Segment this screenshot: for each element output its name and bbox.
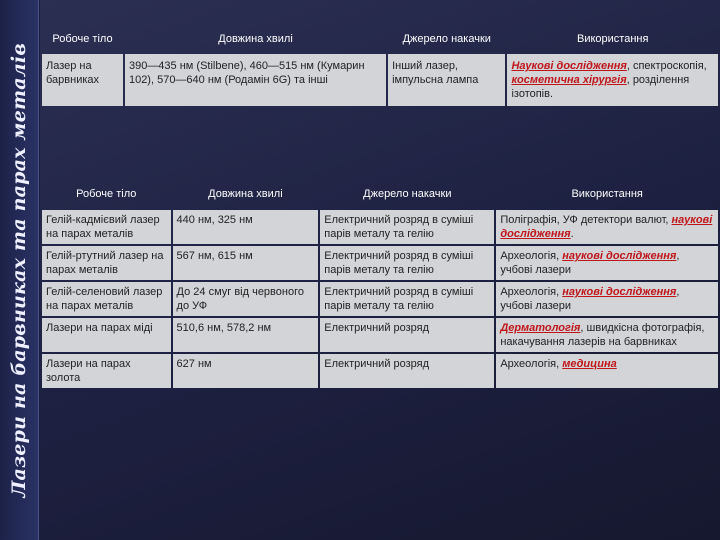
slide-title: Лазери на барвниках та парах металів (8, 42, 30, 498)
table-row (42, 54, 718, 106)
use-text-segment: , швидкісна фотографія, накачування лазерів на барвниках (500, 322, 705, 348)
cell-pump: Електричний розряд в суміші парів металу та гелію (320, 246, 494, 280)
highlighted-term: медицина (562, 358, 617, 370)
use-text-segment: Археологія, (500, 286, 563, 298)
table1-header-row (42, 26, 718, 52)
cell-medium: Лазери на парах міді (42, 318, 171, 352)
highlighted-term: наукові дослідження (500, 214, 713, 240)
use-text-segment: , спектроскопія, (626, 60, 707, 72)
table-row (42, 354, 718, 388)
cell-wavelength: До 24 смуг від червоного до УФ (173, 282, 319, 316)
highlighted-term: наукові дослідження (562, 250, 677, 262)
use-text-segment: , розділення ізотопів. (511, 74, 690, 100)
use-text-segment: Поліграфія, УФ детектори валют, (500, 214, 672, 226)
use-text-segment: Археологія, (500, 250, 563, 262)
table-row (42, 318, 718, 352)
cell-pump: Інший лазер, імпульсна лампа (388, 54, 505, 106)
use-text (500, 322, 704, 348)
cell-pump: Електричний розряд в суміші парів металу та гелію (320, 210, 494, 244)
cell-wavelength: 440 нм, 325 нм (173, 210, 319, 244)
cell-wavelength: 627 нм (173, 354, 319, 388)
table2-header-pump: Джерело накачки (363, 188, 452, 200)
use-text-segment: . (570, 228, 574, 240)
highlighted-term: Дерматологія (500, 322, 581, 334)
table2-header-wavelength: Довжина хвилі (208, 188, 283, 200)
cell-pump: Електричний розряд (320, 354, 494, 388)
use-text (500, 250, 679, 276)
dye-laser-table (40, 24, 720, 108)
table1-header-medium: Робоче тіло (52, 33, 113, 45)
highlighted-term: Наукові дослідження (511, 60, 627, 72)
highlighted-term: наукові дослідження (562, 286, 677, 298)
table1-header-pump: Джерело накачки (402, 33, 491, 45)
cell-use (496, 318, 718, 352)
metal-vapor-laser-table (40, 178, 720, 390)
cell-use (507, 54, 718, 106)
use-text-segment: , учбові лазери (500, 286, 680, 312)
highlighted-term: косметична хірургія (511, 74, 627, 86)
table-row (42, 282, 718, 316)
cell-wavelength: 567 нм, 615 нм (173, 246, 319, 280)
table1-header-wavelength: Довжина хвилі (218, 33, 293, 45)
table1-header-use: Використання (577, 33, 649, 45)
use-text-segment: Археологія, (500, 358, 563, 370)
use-text-segment: , учбові лазери (500, 250, 680, 276)
table-row (42, 246, 718, 280)
cell-use (496, 210, 718, 244)
cell-use (496, 354, 718, 388)
cell-medium: Гелій-кадмієвий лазер на парах металів (42, 210, 171, 244)
use-text (500, 214, 712, 240)
cell-wavelength: 390—435 нм (Stilbene), 460—515 нм (Кумарин 102), 570—640 нм (Родамін 6G) та інші (125, 54, 386, 106)
table2-header-medium: Робоче тіло (76, 188, 137, 200)
table2-header-use: Використання (571, 188, 643, 200)
cell-medium: Гелій-ртутний лазер на парах металів (42, 246, 171, 280)
cell-use (496, 282, 718, 316)
vertical-title-container (0, 0, 38, 540)
use-text (511, 60, 706, 100)
table-row (42, 210, 718, 244)
use-text (500, 286, 679, 312)
cell-use (496, 246, 718, 280)
cell-pump: Електричний розряд в суміші парів металу та гелію (320, 282, 494, 316)
cell-medium: Гелій-селеновий лазер на парах металів (42, 282, 171, 316)
cell-medium: Лазери на парах золота (42, 354, 171, 388)
slide-content (40, 0, 720, 540)
cell-pump: Електричний розряд (320, 318, 494, 352)
table2-header-row (42, 180, 718, 208)
use-text (500, 358, 616, 370)
cell-wavelength: 510,6 нм, 578,2 нм (173, 318, 319, 352)
cell-medium: Лазер на барвниках (42, 54, 123, 106)
